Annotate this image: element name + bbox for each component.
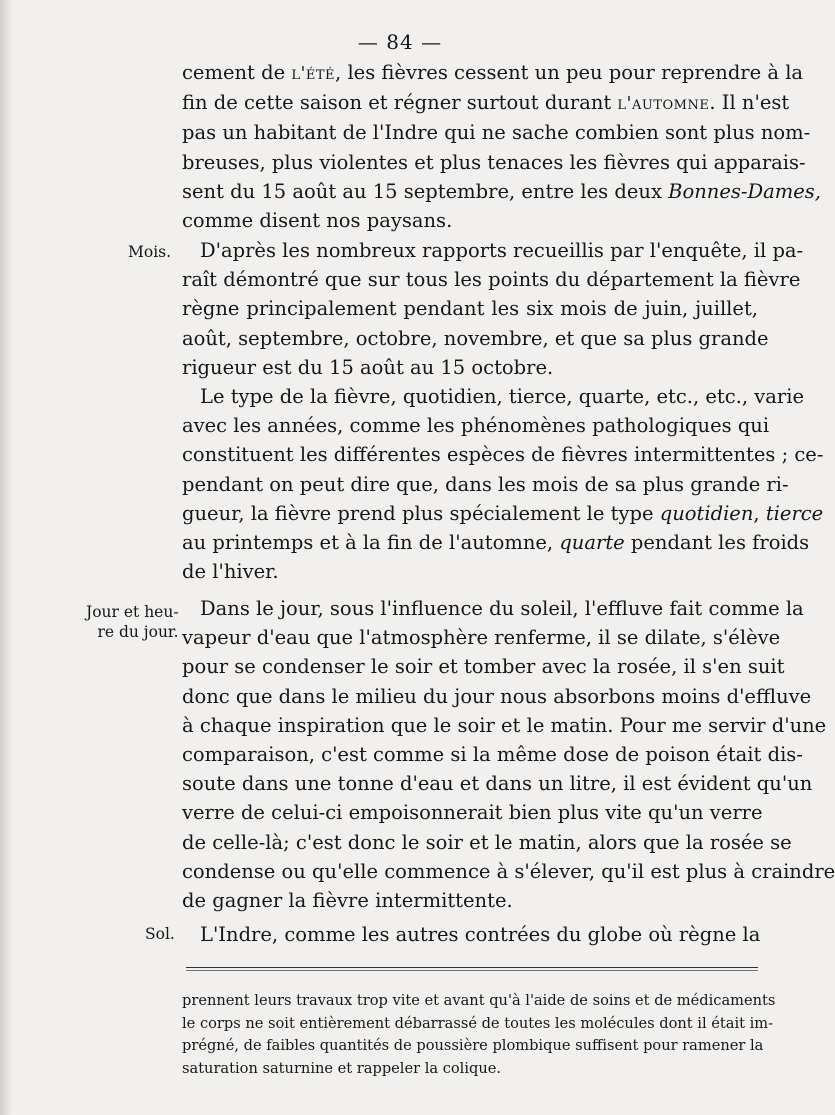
text-line: cement de l'été, les fièvres cessent un peu pour reprendre à la bbox=[182, 61, 804, 84]
paragraph-3 bbox=[182, 382, 824, 586]
text-line: pas un habitant de l'Indre qui ne sache combien sont plus nom- bbox=[182, 121, 811, 145]
footnote-rule-thin bbox=[186, 970, 758, 971]
text-line: avec les années, comme les phénomènes pathologiques qui bbox=[182, 414, 770, 438]
text-line: constituent les différentes espèces de fièvres intermittentes ; ce- bbox=[182, 443, 824, 467]
page-edge-shadow bbox=[0, 0, 12, 1115]
paragraph-2 bbox=[182, 236, 804, 382]
text-line: donc que dans le milieu du jour nous absorbons moins d'effluve bbox=[182, 684, 812, 708]
page-number: — 84 — bbox=[357, 30, 443, 54]
text-line: condense ou qu'elle commence à s'élever, qu'il est plus à craindre bbox=[182, 859, 835, 883]
text-line: rigueur est du 15 août au 15 octobre. bbox=[182, 355, 554, 379]
text-line: au printemps et à la fin de l'automne, quarte pendant les froids bbox=[182, 531, 810, 555]
text-line: à chaque inspiration que le soir et le matin. Pour me servir d'une bbox=[182, 713, 827, 737]
footnote-line: saturation saturnine et rappeler la colique. bbox=[182, 1059, 502, 1077]
text-line: Le type de la fièvre, quotidien, tierce, quarte, etc., etc., varie bbox=[200, 385, 805, 408]
text-line: breuses, plus violentes et plus tenaces les fièvres qui apparais- bbox=[182, 150, 806, 174]
text-line: de celle-là; c'est donc le soir et le matin, alors que la rosée se bbox=[182, 830, 792, 854]
text-line: gueur, la fièvre prend plus spécialement le type quotidien, tierce bbox=[182, 501, 824, 525]
text-line: vapeur d'eau que l'atmosphère renferme, il se dilate, s'élève bbox=[182, 626, 781, 650]
text-line: D'après les nombreux rapports recueillis par l'enquête, il pa- bbox=[200, 239, 804, 262]
paragraph-4 bbox=[182, 594, 835, 915]
text-line: fin de cette saison et régner surtout durant l'automne. Il n'est bbox=[182, 91, 790, 115]
text-line: de gagner la fièvre intermittente. bbox=[182, 889, 513, 913]
footnote-rule bbox=[186, 967, 758, 968]
text-line: sent du 15 août au 15 septembre, entre les deux Bonnes-Dames, bbox=[182, 179, 821, 203]
text-line: comme disent nos paysans. bbox=[182, 209, 453, 233]
paragraph-1 bbox=[182, 58, 821, 235]
paragraph-5 bbox=[182, 920, 761, 949]
margin-note-mois: Mois. bbox=[128, 243, 172, 261]
text-line: raît démontré que sur tous les points du département la fièvre bbox=[182, 268, 801, 292]
text-line: règne principalement pendant les six mois de juin, juillet, bbox=[182, 297, 758, 321]
text-line: pendant on peut dire que, dans les mois de sa plus grande ri- bbox=[182, 472, 789, 496]
text-line: soute dans une tonne d'eau et dans un litre, il est évident qu'un bbox=[182, 772, 813, 796]
text-line: août, septembre, octobre, novembre, et que sa plus grande bbox=[182, 326, 769, 350]
footnote-line: prennent leurs travaux trop vite et avant qu'à l'aide de soins et de médicaments bbox=[182, 992, 776, 1009]
text-line: pour se condenser le soir et tomber avec la rosée, il s'en suit bbox=[182, 655, 785, 679]
text-line: Dans le jour, sous l'influence du soleil, l'effluve fait comme la bbox=[200, 597, 804, 620]
footnote-line: le corps ne soit entièrement débarrassé de toutes les molécules dont il était im- bbox=[182, 1014, 774, 1032]
text-line: de l'hiver. bbox=[182, 560, 279, 584]
text-line: L'Indre, comme les autres contrées du globe où règne la bbox=[200, 923, 761, 946]
text-line: verre de celui-ci empoisonnerait bien plus vite qu'un verre bbox=[182, 801, 763, 825]
text-line: comparaison, c'est comme si la même dose de poison était dis- bbox=[182, 743, 803, 767]
footnote-line: prégné, de faibles quantités de poussière plombique suffisent pour ramener la bbox=[182, 1037, 764, 1054]
margin-note-jour: Jour et heu- re du jour. bbox=[86, 603, 179, 641]
footnote bbox=[182, 990, 776, 1080]
margin-note-sol: Sol. bbox=[145, 925, 175, 943]
